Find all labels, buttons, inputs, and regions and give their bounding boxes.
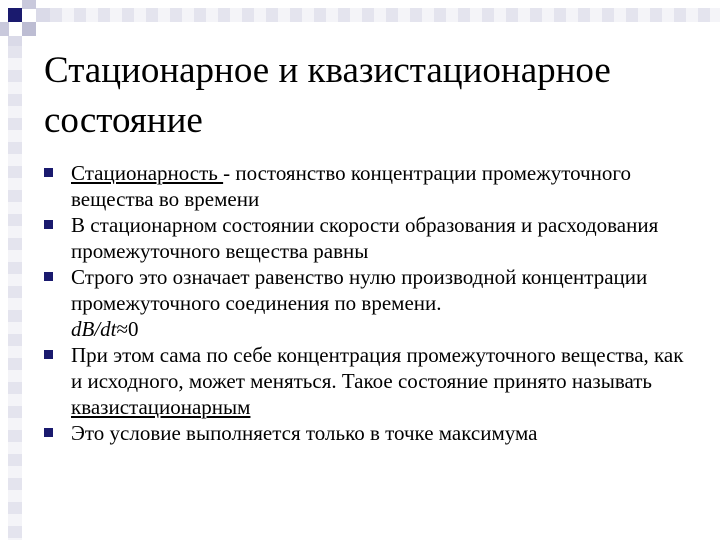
decor-square: [8, 8, 22, 22]
square-bullet-icon: [44, 168, 53, 177]
decor-top-bar: [50, 8, 720, 22]
square-bullet-icon: [44, 220, 53, 229]
bullet-text: В стационарном состоянии скорости образования и расходования промежуточного вещества равны: [71, 213, 659, 263]
term-stationarity: Стационарность: [71, 161, 224, 185]
bullet-list: [44, 160, 684, 446]
bullet-text: Строго это означает равенство нулю производной концентрации промежуточного соединения по времени.: [71, 265, 648, 315]
bullet-item: [44, 160, 684, 212]
decor-left-bar: [8, 46, 22, 540]
bullet-text: Это условие выполняется только в точке максимума: [71, 421, 538, 445]
formula-approx: ≈0: [116, 317, 139, 341]
bullet-item: [44, 212, 684, 264]
decor-square: [36, 8, 50, 22]
decor-square: [22, 22, 36, 36]
square-bullet-icon: [44, 428, 53, 437]
bullet-item: [44, 420, 684, 446]
bullet-item: [44, 342, 684, 420]
square-bullet-icon: [44, 272, 53, 281]
formula-derivative: dB/dt: [71, 317, 117, 341]
decor-square: [0, 22, 9, 36]
term-quasistationary: квазистационарным: [71, 395, 251, 419]
bullet-text: При этом сама по себе концентрация промежуточного вещества, как и исходного, может меняться. Такое состояние принято называть: [71, 343, 684, 393]
bullet-text: - постоянство концентрации промежуточного вещества во времени: [71, 161, 631, 211]
square-bullet-icon: [44, 350, 53, 359]
bullet-item: [44, 264, 684, 342]
decor-square: [22, 0, 36, 9]
slide-title: Стационарное и квазистационарное состояние: [44, 50, 611, 141]
decor-square: [8, 36, 22, 46]
